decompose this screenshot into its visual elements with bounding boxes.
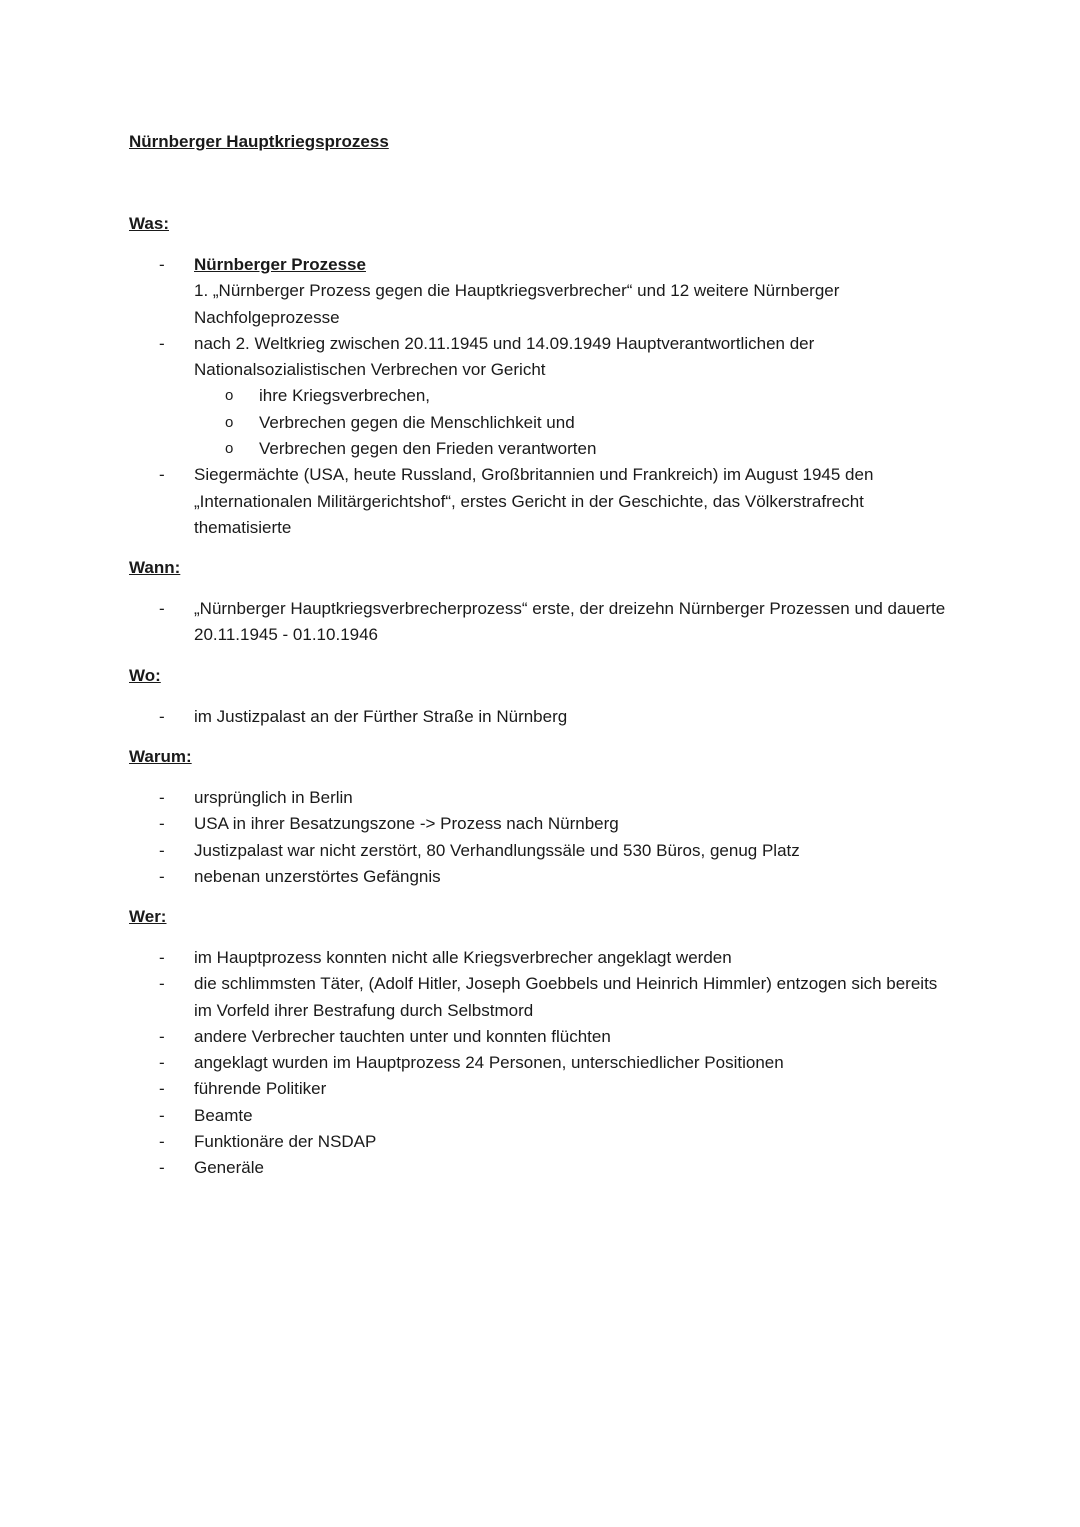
item-text: führende Politiker (194, 1079, 327, 1099)
dash-marker: - (159, 255, 165, 274)
item-text: im Justizpalast an der Fürther Straße in Nürnberg (194, 707, 568, 726)
item-text: Siegermächte (USA, heute Russland, Großbritannien und Frankreich) im August 1945 den „Internationalen Militärgerichtshof“, erstes Gericht in der Geschichte, das Völkerstrafrecht thematisierte (194, 465, 874, 537)
list-wer (0, 945, 1080, 1182)
list-item (0, 331, 1080, 462)
list-wo (0, 704, 1080, 730)
dash-marker: - (159, 1158, 165, 1178)
sub-list-item (194, 436, 950, 462)
item-text: „Nürnberger Hauptkriegsverbrecherprozess“ erste, der dreizehn Nürnberger Prozessen und dauerte 20.11.1945 - 01.10.1946 (194, 599, 946, 645)
section-heading-wann: Wann: (129, 558, 181, 577)
list-item (0, 462, 1080, 541)
sublist (194, 383, 950, 462)
dash-marker: - (159, 1079, 165, 1099)
list-item (0, 1129, 1080, 1155)
list-item (0, 811, 1080, 837)
list-item (0, 704, 1080, 730)
circle-marker: o (225, 387, 234, 405)
dash-marker: - (159, 465, 165, 485)
list-item (0, 785, 1080, 811)
dash-marker: - (159, 1105, 165, 1125)
list-was (0, 252, 1080, 541)
dash-marker: - (159, 333, 165, 353)
sub-item-text: Verbrechen gegen den Frieden verantworten (259, 439, 597, 459)
circle-marker: o (225, 440, 234, 458)
dash-marker: - (159, 948, 165, 967)
document-title: Nürnberger Hauptkriegsprozess (129, 132, 389, 151)
dash-marker: - (159, 599, 165, 618)
list-wann (0, 596, 1080, 649)
list-item (0, 1050, 1080, 1076)
item-text: im Hauptprozess konnten nicht alle Kriegsverbrecher angeklagt werden (194, 948, 732, 967)
sub-item-text: ihre Kriegsverbrechen, (259, 386, 431, 406)
item-title: Nürnberger Prozesse (194, 255, 366, 274)
item-text: Beamte (194, 1105, 253, 1125)
dash-marker: - (159, 788, 165, 807)
item-text: 1. „Nürnberger Prozess gegen die Hauptkriegsverbrecher“ und 12 weitere Nürnberger Nachfolgeprozesse (194, 281, 840, 327)
list-item (0, 596, 1080, 649)
list-item (0, 1024, 1080, 1050)
item-text: Generäle (194, 1158, 264, 1178)
circle-marker: o (225, 413, 234, 431)
item-text: angeklagt wurden im Hauptprozess 24 Personen, unterschiedlicher Positionen (194, 1053, 784, 1073)
dash-marker: - (159, 1026, 165, 1046)
dash-marker: - (159, 814, 165, 834)
dash-marker: - (159, 707, 165, 726)
list-item (0, 1076, 1080, 1102)
list-item (0, 1103, 1080, 1129)
list-item (0, 1155, 1080, 1181)
dash-marker: - (159, 866, 165, 886)
item-text: die schlimmsten Täter, (Adolf Hitler, Joseph Goebbels und Heinrich Himmler) entzogen sich bereits im Vorfeld ihrer Bestrafung durch Selbstmord (194, 974, 938, 1020)
item-text: USA in ihrer Besatzungszone -> Prozess nach Nürnberg (194, 814, 619, 834)
list-item (0, 864, 1080, 890)
dash-marker: - (159, 974, 165, 994)
item-text: ursprünglich in Berlin (194, 788, 353, 807)
sub-list-item (194, 383, 950, 409)
dash-marker: - (159, 1132, 165, 1152)
dash-marker: - (159, 1053, 165, 1073)
section-heading-warum: Warum: (129, 747, 192, 766)
item-text: nach 2. Weltkrieg zwischen 20.11.1945 und 14.09.1949 Hauptverantwortlichen der Nationalsozialistischen Verbrechen vor Gericht (194, 333, 815, 380)
list-item (0, 945, 1080, 971)
section-heading-wer: Wer: (129, 907, 167, 926)
sub-list-item (194, 410, 950, 436)
sub-item-text: Verbrechen gegen die Menschlichkeit und (259, 412, 575, 432)
item-text: Justizpalast war nicht zerstört, 80 Verhandlungssäle und 530 Büros, genug Platz (194, 840, 800, 860)
section-heading-wo: Wo: (129, 666, 161, 685)
list-item (0, 252, 1080, 331)
list-warum (0, 785, 1080, 890)
list-item (0, 971, 1080, 1024)
item-text: andere Verbrecher tauchten unter und konnten flüchten (194, 1026, 611, 1046)
item-text: Funktionäre der NSDAP (194, 1132, 377, 1152)
section-heading-was: Was: (129, 214, 169, 233)
list-item (0, 838, 1080, 864)
item-text: nebenan unzerstörtes Gefängnis (194, 866, 441, 886)
dash-marker: - (159, 840, 165, 860)
